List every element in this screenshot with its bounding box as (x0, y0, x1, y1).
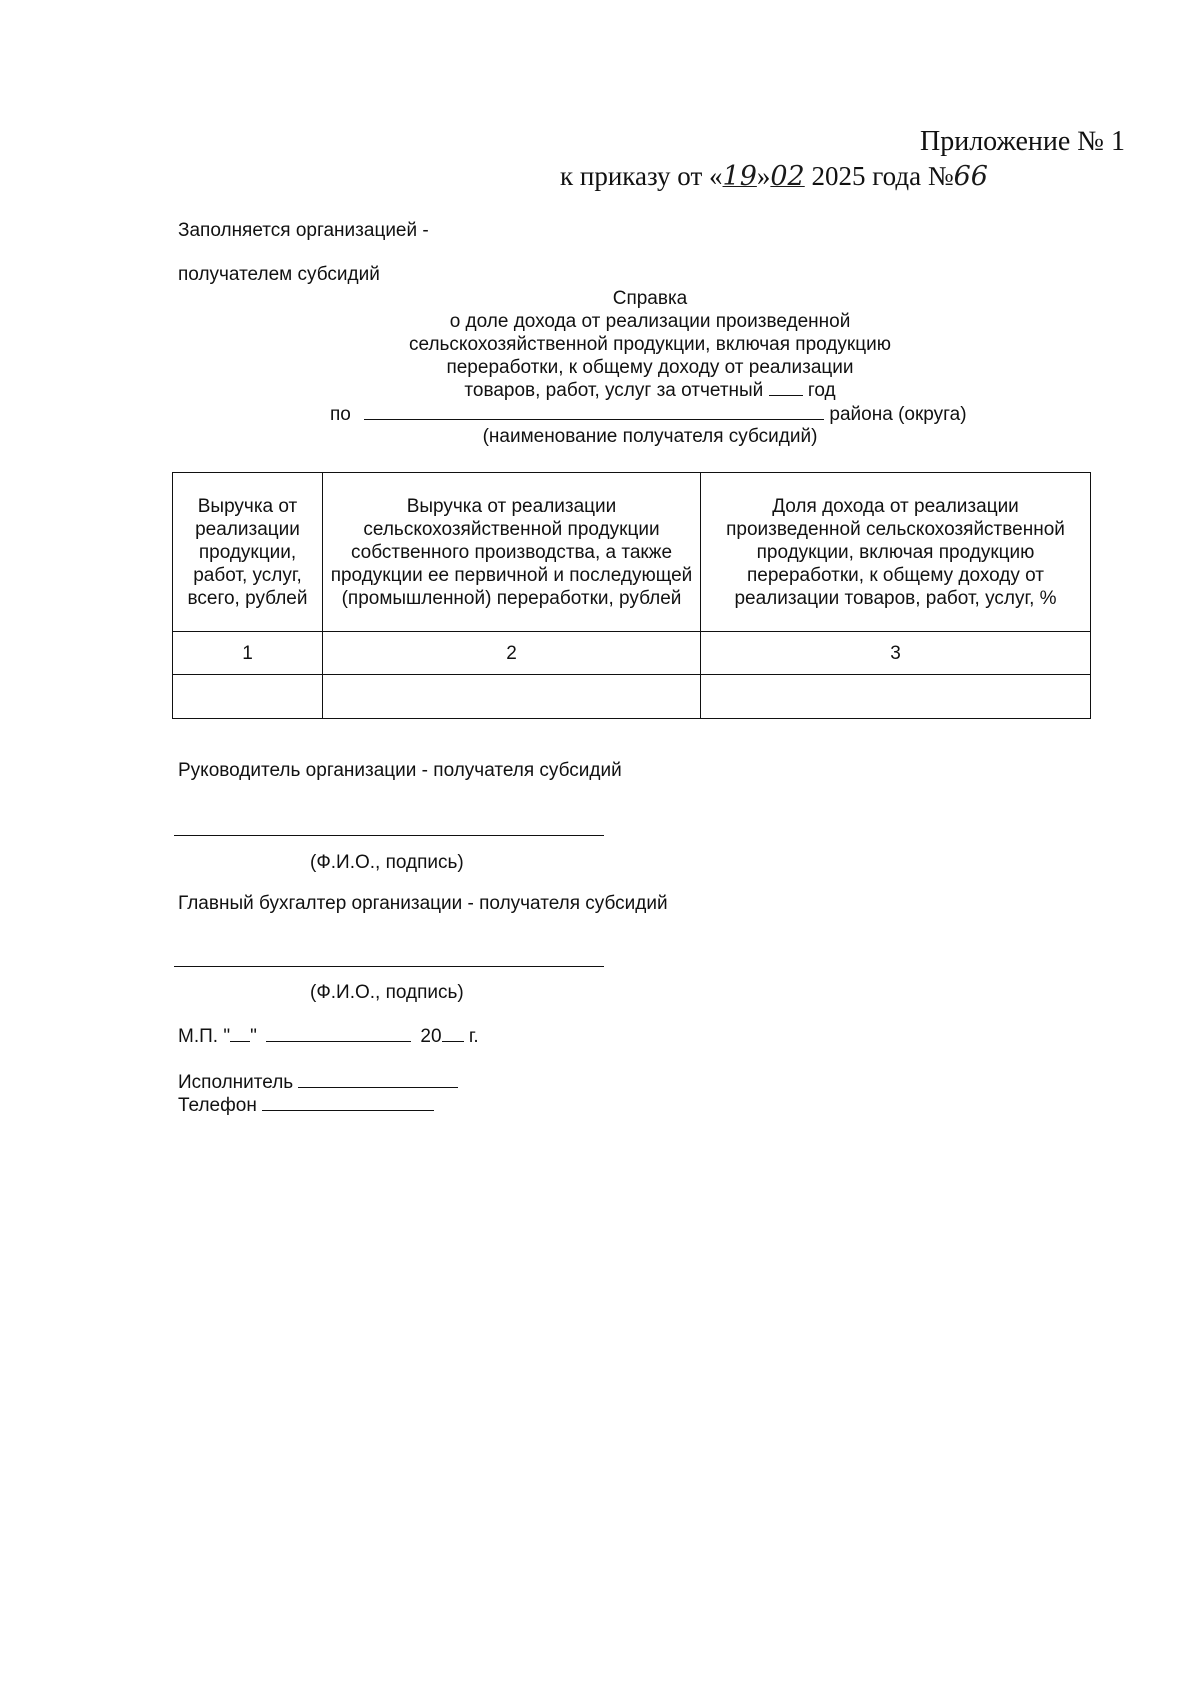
district-label: района (округа) (829, 404, 967, 425)
order-month-handwritten: 02 (770, 161, 805, 192)
filled-by-line-2: получателем субсидий (178, 264, 380, 285)
executor-label: Исполнитель (178, 1072, 294, 1093)
year-suffix: г. (468, 1026, 479, 1047)
appendix-title: Приложение № 1 (920, 126, 1125, 157)
accountant-signature-caption: (Ф.И.О., подпись) (310, 982, 464, 1003)
order-year-text: 2025 года № (811, 161, 954, 191)
month-blank[interactable] (266, 1025, 411, 1042)
agri-revenue-cell[interactable] (323, 675, 701, 719)
total-revenue-cell[interactable] (173, 675, 323, 719)
column-number-row (173, 632, 1091, 675)
executor-blank[interactable] (298, 1071, 458, 1088)
order-day-handwritten: 19 (722, 161, 757, 192)
year-prefix: 20 (420, 1026, 442, 1047)
year-blank[interactable] (442, 1025, 464, 1042)
recipient-name-caption: (наименование получателя субсидий) (482, 426, 818, 447)
day-blank[interactable] (230, 1025, 250, 1042)
stamp-date-line (178, 1025, 479, 1048)
certificate-heading: Справка (612, 288, 688, 309)
recipient-name-blank[interactable] (364, 403, 824, 420)
order-number-handwritten: 66 (953, 161, 988, 192)
quote-close: " (250, 1026, 257, 1047)
column-header-agri-revenue: Выручка от реализации сельскохозяйственной продукции собственного производства, а также продукции ее первичной и последующей (промышленной) переработки, рублей (323, 473, 701, 632)
certificate-subtitle-4 (300, 379, 1000, 402)
filled-by-line-1: Заполняется организацией - (178, 220, 429, 241)
stamp-label: М.П. " (178, 1026, 231, 1047)
order-prefix: к приказу от « (560, 161, 723, 191)
executor-line (178, 1071, 458, 1094)
column-number: 2 (323, 632, 701, 675)
accountant-signature-line[interactable] (174, 966, 604, 967)
accountant-signature-label: Главный бухгалтер организации - получателя субсидий (178, 893, 668, 914)
table-header-row (173, 473, 1091, 632)
data-entry-row (173, 675, 1091, 719)
po-label: по (330, 404, 351, 425)
year-word: год (807, 380, 836, 401)
reporting-year-label: товаров, работ, услуг за отчетный (464, 380, 764, 401)
head-signature-line[interactable] (174, 835, 604, 836)
certificate-title (300, 287, 1000, 402)
revenue-share-table (172, 472, 1091, 719)
column-header-total-revenue: Выручка от реализации продукции, работ, услуг, всего, рублей (173, 473, 323, 632)
head-signature-caption: (Ф.И.О., подпись) (310, 852, 464, 873)
column-number: 3 (701, 632, 1091, 675)
column-header-income-share: Доля дохода от реализации произведенной сельскохозяйственной продукции, включая продукцию переработки, к общему доходу от реализации товаров, работ, услуг, % (701, 473, 1091, 632)
order-separator: » (756, 161, 771, 191)
certificate-subtitle-3: переработки, к общему доходу от реализации (446, 357, 854, 378)
phone-line (178, 1094, 434, 1117)
order-line (560, 160, 1160, 193)
reporting-year-blank[interactable] (769, 379, 803, 396)
phone-blank[interactable] (262, 1094, 434, 1111)
column-number: 1 (173, 632, 323, 675)
phone-label: Телефон (178, 1095, 257, 1116)
head-signature-label: Руководитель организации - получателя субсидий (178, 760, 622, 781)
income-share-cell[interactable] (701, 675, 1091, 719)
recipient-district-line (330, 403, 967, 426)
certificate-subtitle-1: о доле дохода от реализации произведенной (449, 311, 851, 332)
certificate-subtitle-2: сельскохозяйственной продукции, включая продукцию (409, 334, 891, 355)
